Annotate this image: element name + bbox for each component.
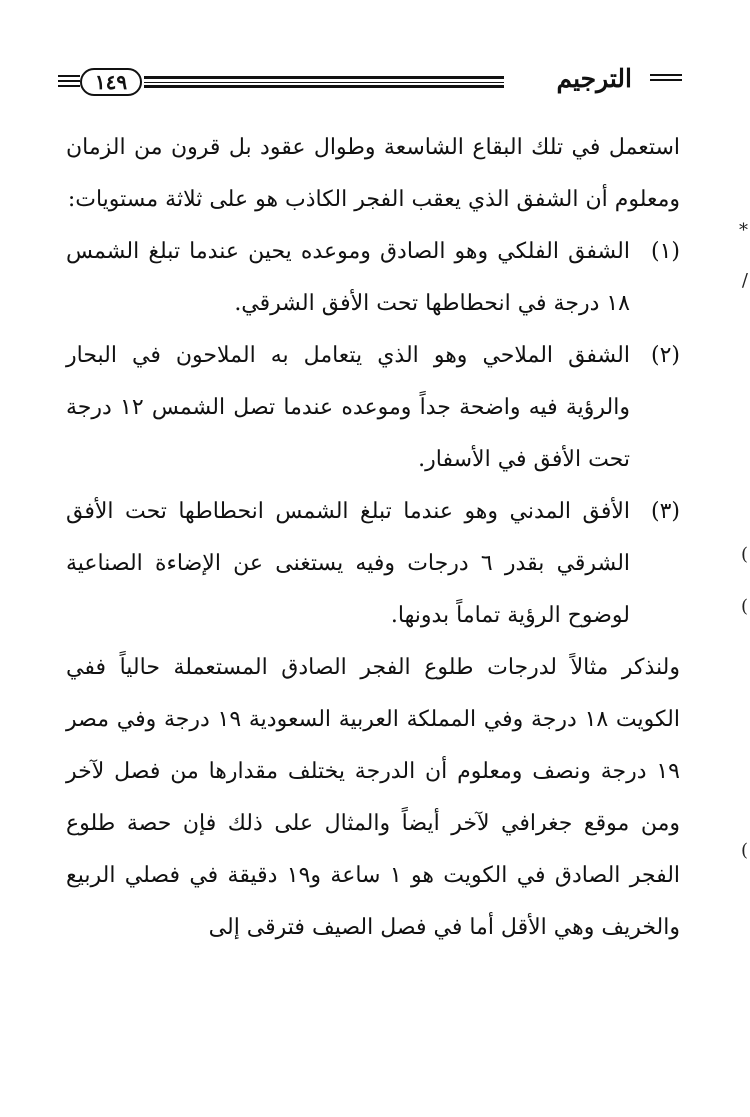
edge-mark-icon: / — [741, 270, 748, 291]
edge-mark-icon: * — [739, 220, 748, 241]
list-item-number: (٢) — [650, 343, 680, 368]
list-item — [66, 486, 680, 642]
page-number: ١٤٩ — [80, 68, 142, 96]
header-ornament-icon — [650, 74, 682, 86]
header-rule — [144, 76, 504, 88]
edge-mark-icon: ( — [740, 596, 748, 617]
list-item-text: الشفق الفلكي وهو الصادق وموعده يحين عندما تبلغ الشمس ١٨ درجة في انحطاطها تحت الأفق الشرقي. — [66, 239, 630, 316]
intro-paragraph: استعمل في تلك البقاع الشاسعة وطوال عقود بل قرون من الزمان ومعلوم أن الشفق الذي يعقب الفجر الكاذب هو على ثلاثة مستويات: — [66, 135, 680, 212]
list-item-text: الأفق المدني وهو عندما تبلغ الشمس انحطاطها تحت الأفق الشرقي بقدر ٦ درجات وفيه يستغنى عن الإضاءة الصناعية لوضوح الرؤية تماماً بدونها. — [66, 499, 631, 628]
list-item-number: (١) — [650, 239, 680, 264]
list-item — [66, 330, 680, 486]
list-item — [66, 226, 680, 330]
closing-paragraph: ولنذكر مثالاً لدرجات طلوع الفجر الصادق المستعملة حالياً ففي الكويت ١٨ درجة وفي المملكة العربية السعودية ١٩ درجة وفي مصر ١٩ درجة ونصف ومعلوم أن الدرجة يختلف مقدارها من فصل لآخر ومن موقع جغرافي لآخر أيضاً والمثال على ذلك فإن حصة طلوع الفجر الصادق في الكويت هو ١ ساعة و١٩ دقيقة في فصلي الربيع والخريف وهي الأقل أما في فصل الصيف فترقى إلى — [66, 655, 681, 940]
chapter-title: الترجيم — [556, 64, 632, 93]
page-number-ornament-icon — [58, 75, 80, 89]
edge-mark-icon: ( — [740, 544, 748, 565]
page-body — [66, 122, 680, 954]
list-item-text: الشفق الملاحي وهو الذي يتعامل به الملاحون في البحار والرؤية فيه واضحة جداً وموعده عندما تصل الشمس ١٢ درجة تحت الأفق في الأسفار. — [66, 343, 630, 472]
edge-mark-icon: ( — [740, 840, 748, 861]
running-header — [58, 62, 682, 102]
list-item-number: (٣) — [650, 499, 680, 524]
